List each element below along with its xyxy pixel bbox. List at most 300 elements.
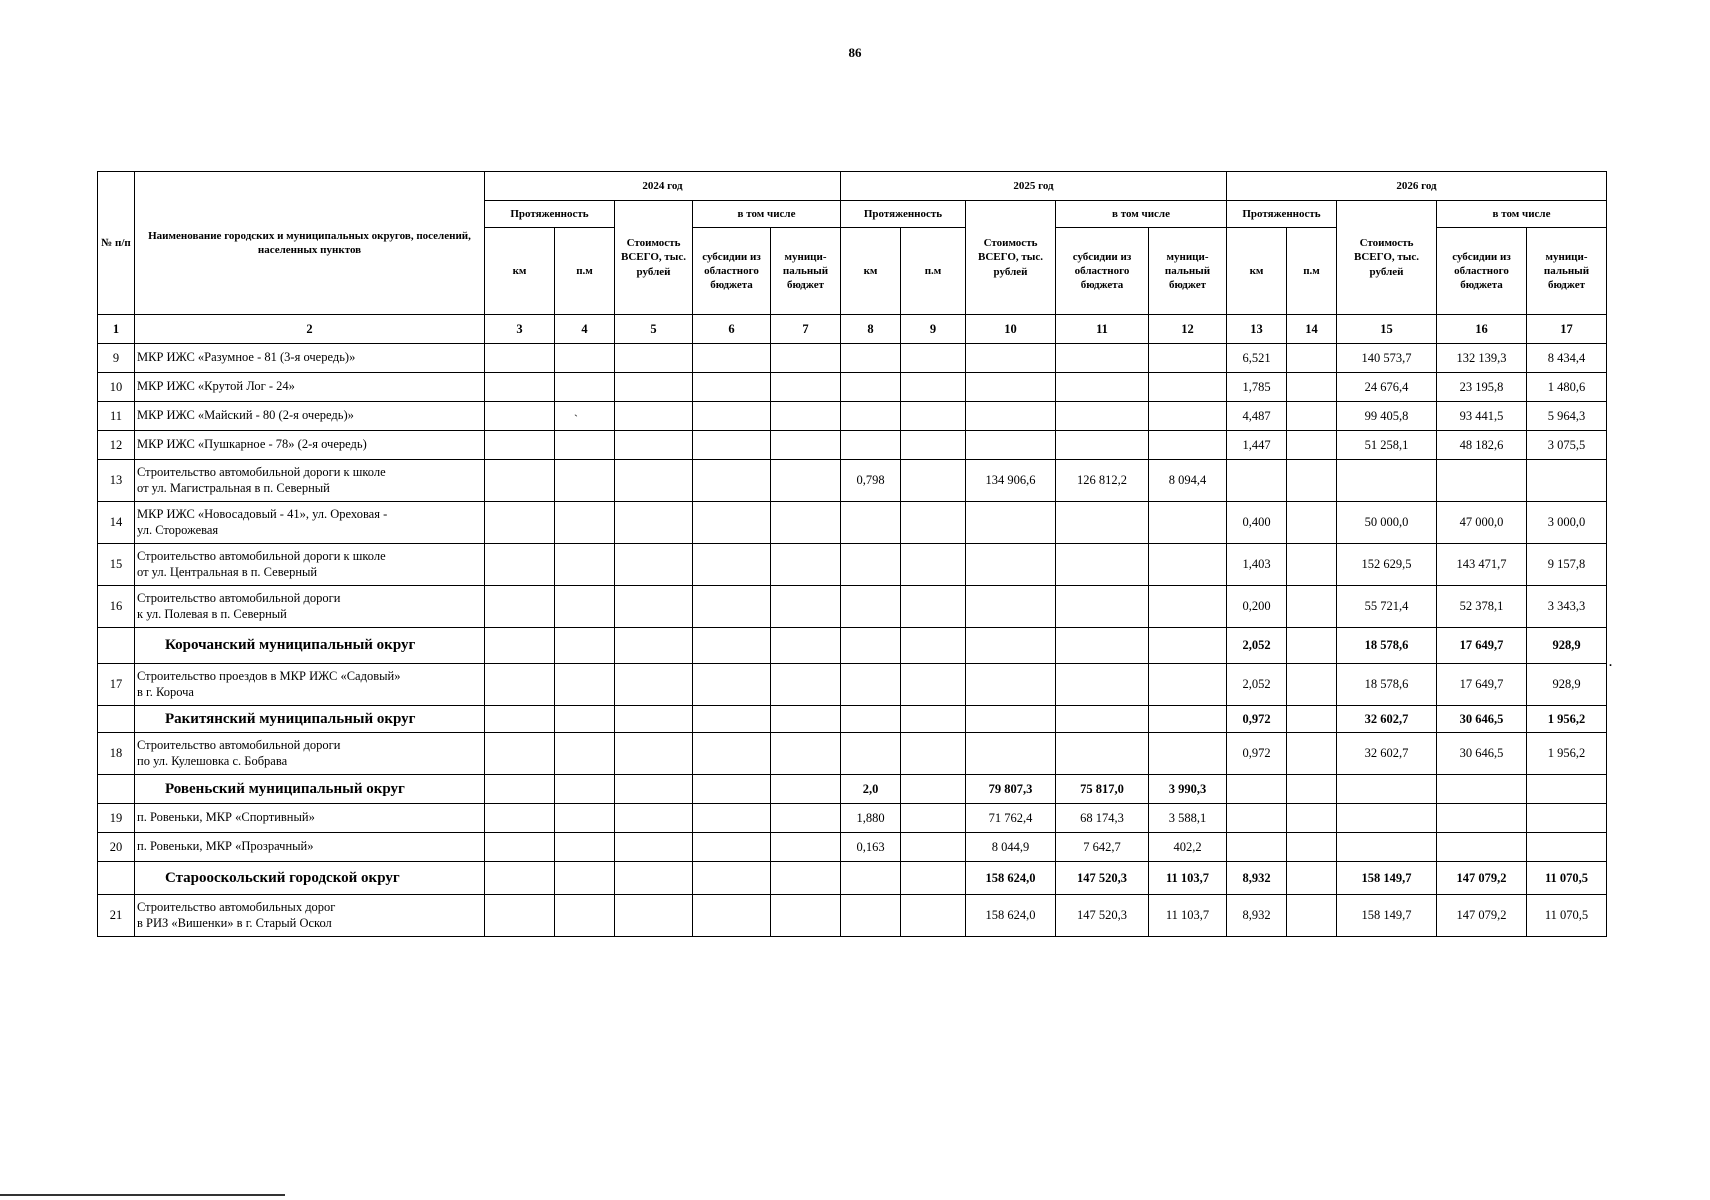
row-name-line: Строительство автомобильной дороги <box>137 591 341 606</box>
table-row <box>98 460 1607 502</box>
header-pm-2026: п.м <box>1287 228 1337 315</box>
cell-col-13 <box>1227 833 1287 862</box>
table-row <box>98 502 1607 544</box>
cell-col-7 <box>771 664 841 706</box>
row-number: 11 <box>98 402 135 431</box>
cell-col-10 <box>966 544 1056 586</box>
table-row <box>98 804 1607 833</box>
cell-col-11: 147 520,3 <box>1056 895 1149 937</box>
column-number: 1 <box>98 315 135 344</box>
cell-col-17: 8 434,4 <box>1527 344 1607 373</box>
row-name <box>135 733 485 775</box>
cell-col-11 <box>1056 586 1149 628</box>
cell-col-11 <box>1056 402 1149 431</box>
cell-col-14 <box>1287 862 1337 895</box>
cell-col-14 <box>1287 628 1337 664</box>
table-row <box>98 344 1607 373</box>
cell-col-10: 158 624,0 <box>966 862 1056 895</box>
cell-col-7 <box>771 804 841 833</box>
cell-col-8: 0,163 <box>841 833 901 862</box>
cell-col-17: 3 075,5 <box>1527 431 1607 460</box>
cell-col-4 <box>555 586 615 628</box>
row-number <box>98 862 135 895</box>
cell-col-15: 152 629,5 <box>1337 544 1437 586</box>
cell-col-16: 17 649,7 <box>1437 628 1527 664</box>
cell-col-3 <box>485 628 555 664</box>
cell-col-9 <box>901 895 966 937</box>
row-name-line: ул. Сторожевая <box>137 522 219 537</box>
cell-col-3 <box>485 402 555 431</box>
cell-col-6 <box>693 664 771 706</box>
cell-col-14 <box>1287 373 1337 402</box>
cell-col-3 <box>485 862 555 895</box>
table-row <box>98 733 1607 775</box>
district-row <box>98 628 1607 664</box>
cell-col-4 <box>555 502 615 544</box>
cell-col-15: 32 602,7 <box>1337 733 1437 775</box>
cell-col-12 <box>1149 431 1227 460</box>
cell-col-17: 11 070,5 <box>1527 895 1607 937</box>
cell-col-13: 4,487 <box>1227 402 1287 431</box>
cell-col-9 <box>901 460 966 502</box>
row-name-line: от ул. Магистральная в п. Северный <box>137 480 330 495</box>
column-number: 3 <box>485 315 555 344</box>
cell-col-5 <box>615 862 693 895</box>
cell-col-8 <box>841 502 901 544</box>
cell-col-12 <box>1149 628 1227 664</box>
row-name-line: Строительство автомобильной дороги <box>137 738 341 753</box>
header-km-2025: км <box>841 228 901 315</box>
cell-col-11 <box>1056 431 1149 460</box>
cell-col-16 <box>1437 804 1527 833</box>
table-row <box>98 895 1607 937</box>
table-row <box>98 586 1607 628</box>
cell-col-9 <box>901 544 966 586</box>
cell-col-6 <box>693 733 771 775</box>
cell-col-4 <box>555 664 615 706</box>
cell-col-8 <box>841 344 901 373</box>
cell-col-4 <box>555 544 615 586</box>
cell-col-5 <box>615 833 693 862</box>
cell-col-15: 158 149,7 <box>1337 862 1437 895</box>
cell-col-12 <box>1149 664 1227 706</box>
page-number: 86 <box>848 45 862 60</box>
cell-col-14 <box>1287 502 1337 544</box>
cell-col-4 <box>555 895 615 937</box>
row-name-line: МКР ИЖС «Крутой Лог - 24» <box>137 379 295 394</box>
cell-col-10: 158 624,0 <box>966 895 1056 937</box>
header-incl-2026: в том числе <box>1437 201 1607 228</box>
cell-col-15: 24 676,4 <box>1337 373 1437 402</box>
cell-col-10 <box>966 373 1056 402</box>
cell-col-15 <box>1337 804 1437 833</box>
cell-col-4 <box>555 628 615 664</box>
row-number <box>98 775 135 804</box>
cell-col-10: 79 807,3 <box>966 775 1056 804</box>
cell-col-8 <box>841 544 901 586</box>
row-number: 15 <box>98 544 135 586</box>
cell-col-10 <box>966 502 1056 544</box>
row-name <box>135 373 485 402</box>
cell-col-11: 7 642,7 <box>1056 833 1149 862</box>
cell-col-4 <box>555 402 615 431</box>
row-number: 10 <box>98 373 135 402</box>
cell-col-16: 30 646,5 <box>1437 706 1527 733</box>
header-length-2025: Протяженность <box>841 201 966 228</box>
cell-col-3 <box>485 502 555 544</box>
cell-col-17 <box>1527 804 1607 833</box>
cell-col-14 <box>1287 431 1337 460</box>
cell-col-5 <box>615 431 693 460</box>
cell-col-14 <box>1287 544 1337 586</box>
cell-col-10: 8 044,9 <box>966 833 1056 862</box>
cell-col-5 <box>615 502 693 544</box>
cell-col-8 <box>841 664 901 706</box>
cell-col-15: 140 573,7 <box>1337 344 1437 373</box>
row-name-line: п. Ровеньки, МКР «Спортивный» <box>137 810 315 825</box>
budget-table <box>97 171 1607 937</box>
header-year-2026: 2026 год <box>1227 172 1607 201</box>
header-cost-2026: Стоимость ВСЕГО, тыс. рублей <box>1337 201 1437 315</box>
row-name-line: Корочанский муниципальный округ <box>165 637 416 654</box>
cell-col-8 <box>841 373 901 402</box>
cell-col-7 <box>771 775 841 804</box>
cell-col-5 <box>615 460 693 502</box>
cell-col-8 <box>841 895 901 937</box>
row-name-line: Строительство проездов в МКР ИЖС «Садовый» <box>137 669 401 684</box>
cell-col-4 <box>555 804 615 833</box>
cell-col-8 <box>841 628 901 664</box>
row-name-line: Ровеньский муниципальный округ <box>165 780 405 797</box>
cell-col-11 <box>1056 373 1149 402</box>
cell-col-10: 134 906,6 <box>966 460 1056 502</box>
row-name-line: п. Ровеньки, МКР «Прозрачный» <box>137 839 314 854</box>
cell-col-14 <box>1287 664 1337 706</box>
cell-col-5 <box>615 664 693 706</box>
cell-col-15: 55 721,4 <box>1337 586 1437 628</box>
cell-col-16: 132 139,3 <box>1437 344 1527 373</box>
cell-col-5 <box>615 344 693 373</box>
cell-col-13: 0,400 <box>1227 502 1287 544</box>
cell-col-9 <box>901 733 966 775</box>
cell-col-7 <box>771 373 841 402</box>
cell-col-9 <box>901 373 966 402</box>
cell-col-17: 1 480,6 <box>1527 373 1607 402</box>
cell-col-12 <box>1149 373 1227 402</box>
row-number: 18 <box>98 733 135 775</box>
cell-col-17: 11 070,5 <box>1527 862 1607 895</box>
row-name-line: Ракитянский муниципальный округ <box>165 710 416 727</box>
row-number: 12 <box>98 431 135 460</box>
cell-col-9 <box>901 862 966 895</box>
cell-col-11 <box>1056 706 1149 733</box>
cell-col-9 <box>901 775 966 804</box>
row-name <box>135 344 485 373</box>
cell-col-15: 158 149,7 <box>1337 895 1437 937</box>
column-number: 9 <box>901 315 966 344</box>
column-number: 8 <box>841 315 901 344</box>
cell-col-12 <box>1149 733 1227 775</box>
cell-col-6 <box>693 706 771 733</box>
cell-col-13: 8,932 <box>1227 862 1287 895</box>
header-cost-2025: Стоимость ВСЕГО, тыс. рублей <box>966 201 1056 315</box>
cell-col-8 <box>841 586 901 628</box>
cell-col-8 <box>841 431 901 460</box>
cell-col-7 <box>771 344 841 373</box>
cell-col-12: 3 588,1 <box>1149 804 1227 833</box>
cell-col-14 <box>1287 460 1337 502</box>
header-incl-2025: в том числе <box>1056 201 1227 228</box>
district-name <box>135 706 485 733</box>
header-municipal-2025: муници-пальный бюджет <box>1149 228 1227 315</box>
cell-col-13 <box>1227 804 1287 833</box>
cell-col-5 <box>615 775 693 804</box>
column-number: 2 <box>135 315 485 344</box>
header-num: № п/п <box>98 172 135 315</box>
cell-col-6 <box>693 402 771 431</box>
cell-col-13: 0,200 <box>1227 586 1287 628</box>
cell-col-17: 3 343,3 <box>1527 586 1607 628</box>
column-number-row <box>98 315 1607 344</box>
row-name <box>135 544 485 586</box>
cell-col-12 <box>1149 586 1227 628</box>
cell-col-10 <box>966 586 1056 628</box>
row-name-line: от ул. Центральная в п. Северный <box>137 564 318 579</box>
cell-col-7 <box>771 862 841 895</box>
cell-col-14 <box>1287 775 1337 804</box>
row-number: 14 <box>98 502 135 544</box>
cell-col-15 <box>1337 775 1437 804</box>
column-number: 4 <box>555 315 615 344</box>
cell-col-3 <box>485 586 555 628</box>
row-name <box>135 460 485 502</box>
row-name <box>135 586 485 628</box>
cell-col-12: 402,2 <box>1149 833 1227 862</box>
cell-col-12: 11 103,7 <box>1149 895 1227 937</box>
cell-col-3 <box>485 706 555 733</box>
table-row <box>98 373 1607 402</box>
row-name <box>135 431 485 460</box>
cell-col-7 <box>771 586 841 628</box>
column-number: 14 <box>1287 315 1337 344</box>
cell-col-9 <box>901 502 966 544</box>
column-number: 16 <box>1437 315 1527 344</box>
cell-col-11 <box>1056 502 1149 544</box>
row-name-line: Строительство автомобильной дороги к школе <box>137 465 386 480</box>
cell-col-3 <box>485 544 555 586</box>
cell-col-7 <box>771 628 841 664</box>
column-number: 11 <box>1056 315 1149 344</box>
row-name <box>135 833 485 862</box>
header-municipal-2026: муници-пальный бюджет <box>1527 228 1607 315</box>
cell-col-9 <box>901 664 966 706</box>
cell-col-14 <box>1287 344 1337 373</box>
cell-col-11 <box>1056 544 1149 586</box>
cell-col-4 <box>555 775 615 804</box>
cell-col-12 <box>1149 402 1227 431</box>
cell-col-7 <box>771 544 841 586</box>
row-name <box>135 804 485 833</box>
row-number: 13 <box>98 460 135 502</box>
header-km-2026: км <box>1227 228 1287 315</box>
cell-col-17: 9 157,8 <box>1527 544 1607 586</box>
cell-col-17: 1 956,2 <box>1527 733 1607 775</box>
cell-col-6 <box>693 431 771 460</box>
row-name-line: Строительство автомобильной дороги к школе <box>137 549 386 564</box>
cell-col-9 <box>901 586 966 628</box>
cell-col-6 <box>693 344 771 373</box>
row-number: 21 <box>98 895 135 937</box>
table-row <box>98 833 1607 862</box>
cell-col-6 <box>693 373 771 402</box>
header-pm-2024: п.м <box>555 228 615 315</box>
row-number: 20 <box>98 833 135 862</box>
cell-col-10 <box>966 733 1056 775</box>
cell-col-12: 3 990,3 <box>1149 775 1227 804</box>
cell-col-4 <box>555 706 615 733</box>
header-pm-2025: п.м <box>901 228 966 315</box>
budget-table-container <box>97 171 1607 937</box>
header-year-2024: 2024 год <box>485 172 841 201</box>
cell-col-3 <box>485 895 555 937</box>
cell-col-11 <box>1056 344 1149 373</box>
cell-col-3 <box>485 431 555 460</box>
cell-col-6 <box>693 775 771 804</box>
row-number: 19 <box>98 804 135 833</box>
cell-col-17: 3 000,0 <box>1527 502 1607 544</box>
cell-col-6 <box>693 862 771 895</box>
cell-col-13: 0,972 <box>1227 706 1287 733</box>
cell-col-16 <box>1437 775 1527 804</box>
cell-col-14 <box>1287 804 1337 833</box>
cell-col-10 <box>966 706 1056 733</box>
cell-col-10 <box>966 664 1056 706</box>
header-cost-2024: Стоимость ВСЕГО, тыс. рублей <box>615 201 693 315</box>
cell-col-6 <box>693 895 771 937</box>
header-subsidy-2024: субсидии из областного бюджета <box>693 228 771 315</box>
header-subsidy-2026: субсидии из областного бюджета <box>1437 228 1527 315</box>
cell-col-11: 147 520,3 <box>1056 862 1149 895</box>
table-row <box>98 431 1607 460</box>
cell-col-13: 8,932 <box>1227 895 1287 937</box>
cell-col-12 <box>1149 502 1227 544</box>
cell-col-10 <box>966 628 1056 664</box>
cell-col-13: 6,521 <box>1227 344 1287 373</box>
cell-col-16: 47 000,0 <box>1437 502 1527 544</box>
cell-col-16: 147 079,2 <box>1437 862 1527 895</box>
cell-col-15: 32 602,7 <box>1337 706 1437 733</box>
cell-col-5 <box>615 544 693 586</box>
row-name-line: Старооскольский городской округ <box>165 869 400 886</box>
cell-col-13: 1,785 <box>1227 373 1287 402</box>
cell-col-7 <box>771 402 841 431</box>
cell-col-9 <box>901 628 966 664</box>
column-number: 17 <box>1527 315 1607 344</box>
row-name-line: МКР ИЖС «Разумное - 81 (3-я очередь)» <box>137 350 356 365</box>
cell-col-6 <box>693 586 771 628</box>
cell-col-13 <box>1227 775 1287 804</box>
cell-col-15: 18 578,6 <box>1337 628 1437 664</box>
cell-col-10 <box>966 344 1056 373</box>
cell-col-16: 143 471,7 <box>1437 544 1527 586</box>
table-row <box>98 664 1607 706</box>
district-name <box>135 775 485 804</box>
cell-col-13: 1,403 <box>1227 544 1287 586</box>
cell-col-7 <box>771 502 841 544</box>
cell-col-14 <box>1287 895 1337 937</box>
cell-col-12: 8 094,4 <box>1149 460 1227 502</box>
cell-col-16: 93 441,5 <box>1437 402 1527 431</box>
row-number: 17 <box>98 664 135 706</box>
row-name <box>135 402 485 431</box>
cell-col-5 <box>615 895 693 937</box>
cell-col-11: 75 817,0 <box>1056 775 1149 804</box>
cell-col-6 <box>693 833 771 862</box>
cell-col-14 <box>1287 733 1337 775</box>
row-name-line: в РИЗ «Вишенки» в г. Старый Оскол <box>137 915 332 930</box>
cell-col-11: 126 812,2 <box>1056 460 1149 502</box>
row-name <box>135 502 485 544</box>
district-row <box>98 775 1607 804</box>
table-row <box>98 402 1607 431</box>
cell-col-5 <box>615 706 693 733</box>
cell-col-17 <box>1527 460 1607 502</box>
cell-col-9 <box>901 402 966 431</box>
table-header <box>98 172 1607 344</box>
district-row <box>98 706 1607 733</box>
district-name <box>135 862 485 895</box>
cell-col-17 <box>1527 775 1607 804</box>
cell-col-9 <box>901 344 966 373</box>
cell-col-8: 1,880 <box>841 804 901 833</box>
row-name-line: к ул. Полевая в п. Северный <box>137 606 287 621</box>
cell-col-3 <box>485 775 555 804</box>
cell-col-11 <box>1056 664 1149 706</box>
cell-col-14 <box>1287 402 1337 431</box>
table-row <box>98 544 1607 586</box>
cell-col-5 <box>615 373 693 402</box>
row-name <box>135 664 485 706</box>
cell-col-4 <box>555 373 615 402</box>
cell-col-5 <box>615 628 693 664</box>
cell-col-4 <box>555 460 615 502</box>
cell-col-7 <box>771 733 841 775</box>
cell-col-5 <box>615 733 693 775</box>
row-number: 9 <box>98 344 135 373</box>
cell-col-16: 52 378,1 <box>1437 586 1527 628</box>
header-length-2026: Протяженность <box>1227 201 1337 228</box>
column-number: 13 <box>1227 315 1287 344</box>
cell-col-13: 2,052 <box>1227 628 1287 664</box>
row-name-line: Строительство автомобильных дорог <box>137 900 336 915</box>
district-row <box>98 862 1607 895</box>
cell-col-6 <box>693 804 771 833</box>
table-body <box>98 344 1607 937</box>
row-name-line: в г. Короча <box>137 684 194 699</box>
district-name <box>135 628 485 664</box>
row-name-line: МКР ИЖС «Майский - 80 (2-я очередь)» <box>137 408 354 423</box>
row-number <box>98 706 135 733</box>
cell-col-10: 71 762,4 <box>966 804 1056 833</box>
cell-col-3 <box>485 833 555 862</box>
cell-col-10 <box>966 431 1056 460</box>
cell-col-15: 99 405,8 <box>1337 402 1437 431</box>
column-number: 15 <box>1337 315 1437 344</box>
cell-col-12 <box>1149 544 1227 586</box>
cell-col-16: 30 646,5 <box>1437 733 1527 775</box>
cell-col-5 <box>615 402 693 431</box>
header-km-2024: км <box>485 228 555 315</box>
